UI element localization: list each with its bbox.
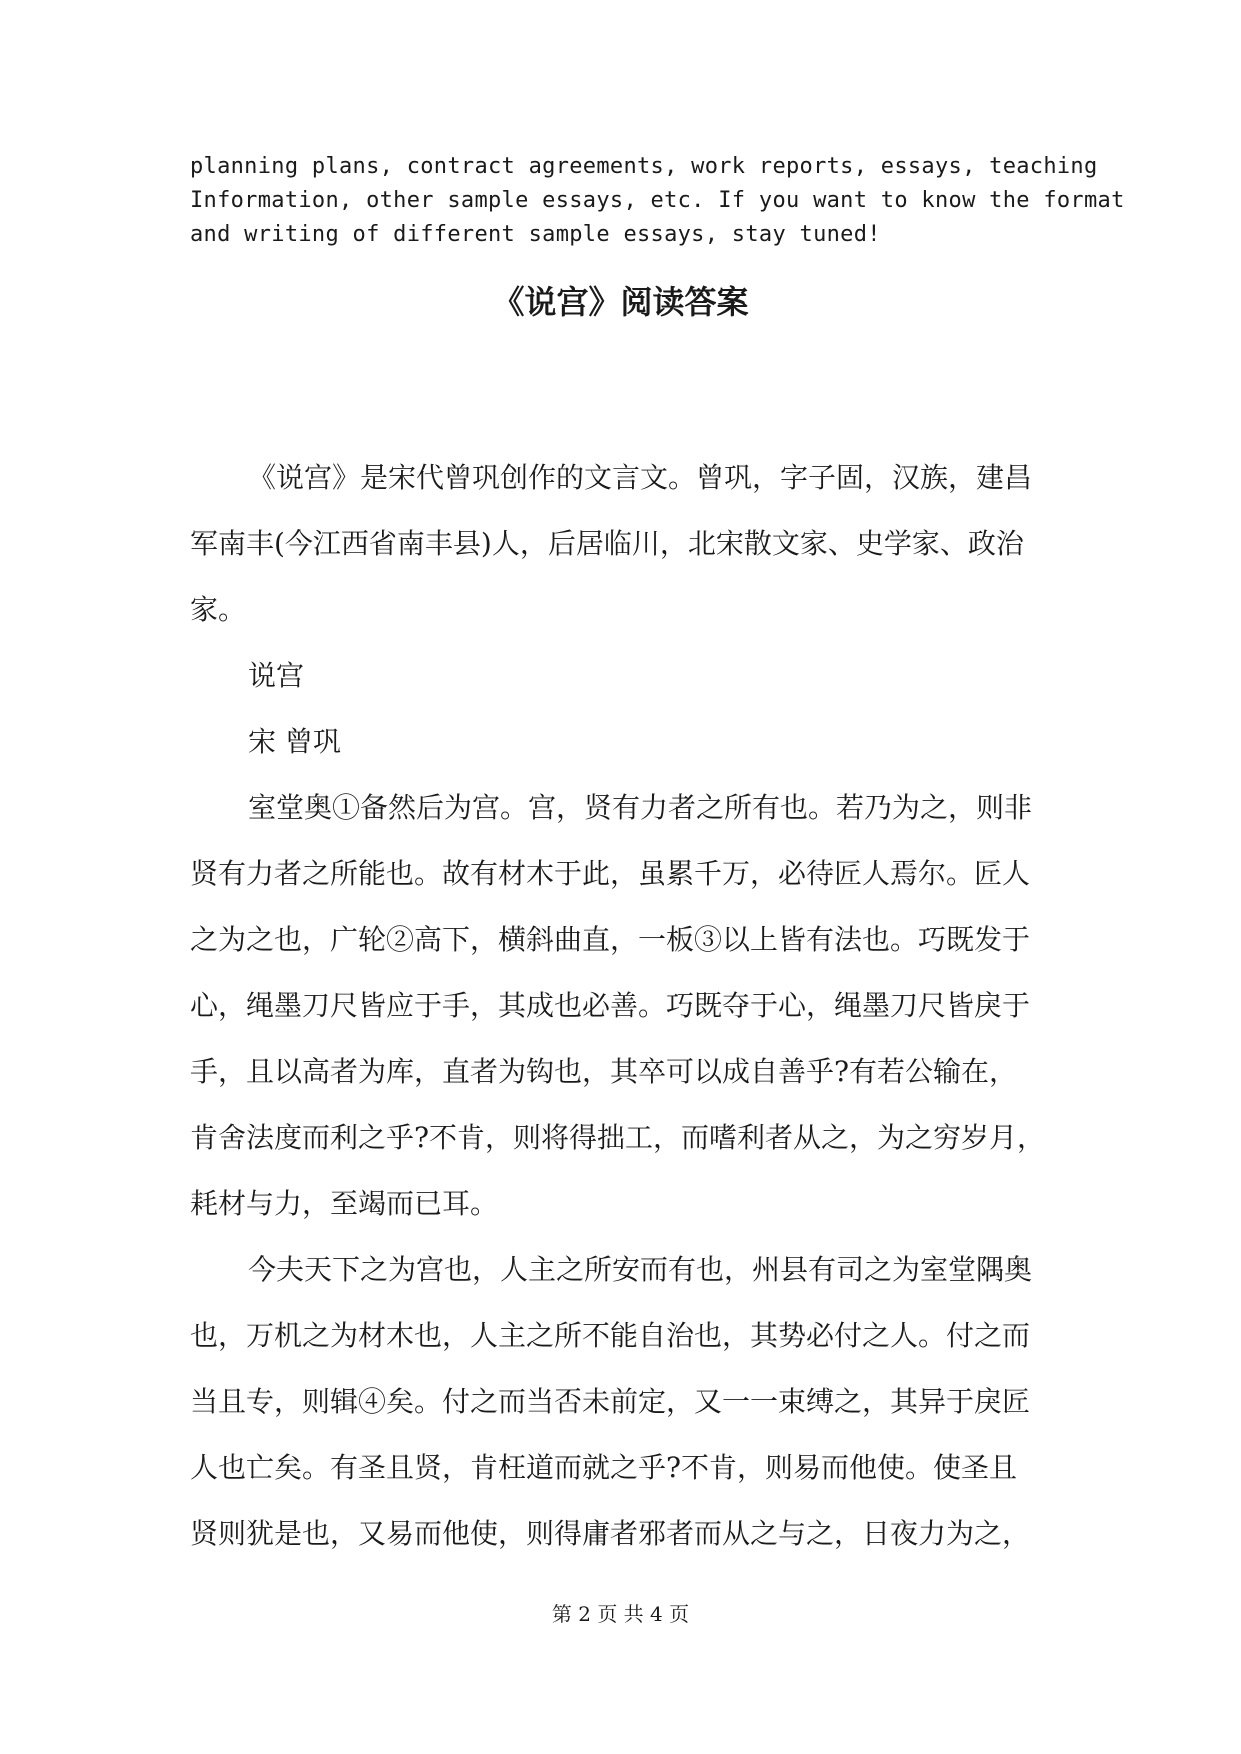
text-line: 军南丰(今江西省南丰县)人，后居临川，北宋散文家、史学家、政治 <box>190 527 1024 560</box>
text-line: 肯舍法度而利之乎?不肯，则将得拙工，而嗜利者从之，为之穷岁月， <box>190 1121 1046 1154</box>
intro-line: Information, other sample essays, etc. If you want to know the format <box>190 188 1125 213</box>
intro-line: and writing of different sample essays, stay tuned! <box>190 222 881 247</box>
text-line: 手，且以高者为库，直者为钩也，其卒可以成自善乎?有若公输在， <box>190 1055 1018 1088</box>
text-line: 贤则犹是也，又易而他使，则得庸者邪者而从之与之，日夜力为之， <box>190 1517 1031 1550</box>
essay-author: 宋 曾巩 <box>248 725 341 758</box>
text-line: 耗材与力，至竭而已耳。 <box>190 1187 499 1220</box>
body-text <box>190 445 1070 1567</box>
text-line: 室堂奥①备然后为宫。宫，贤有力者之所有也。若乃为之，则非 <box>248 791 1033 824</box>
text-line: 也，万机之为材木也，人主之所不能自治也，其势必付之人。付之而 <box>190 1319 1031 1352</box>
text-line: 之为之也，广轮②高下，横斜曲直，一板③以上皆有法也。巧既发于 <box>190 923 1031 956</box>
document-title: 《说宫》阅读答案 <box>492 283 749 321</box>
text-line: 《说宫》是宋代曾巩创作的文言文。曾巩，字子固，汉族，建昌 <box>248 461 1033 494</box>
text-line: 今夫天下之为宫也，人主之所安而有也，州县有司之为室堂隅奥 <box>248 1253 1033 1286</box>
page-number: 第 2 页 共 4 页 <box>551 1602 690 1626</box>
essay-heading: 说宫 <box>248 659 305 692</box>
text-line: 人也亡矣。有圣且贤，肯枉道而就之乎?不肯，则易而他使。使圣且 <box>190 1451 1018 1484</box>
intro-paragraph <box>190 150 1125 252</box>
text-line: 心，绳墨刀尺皆应于手，其成也必善。巧既夺于心，绳墨刀尺皆戾于 <box>190 989 1031 1022</box>
text-line: 当且专，则辑④矣。付之而当否未前定，又一一束缚之，其异于戾匠 <box>190 1385 1031 1418</box>
intro-line: planning plans, contract agreements, work reports, essays, teaching <box>190 154 1098 179</box>
text-line: 贤有力者之所能也。故有材木于此，虽累千万，必待匠人焉尔。匠人 <box>190 857 1031 890</box>
text-line: 家。 <box>190 593 247 626</box>
